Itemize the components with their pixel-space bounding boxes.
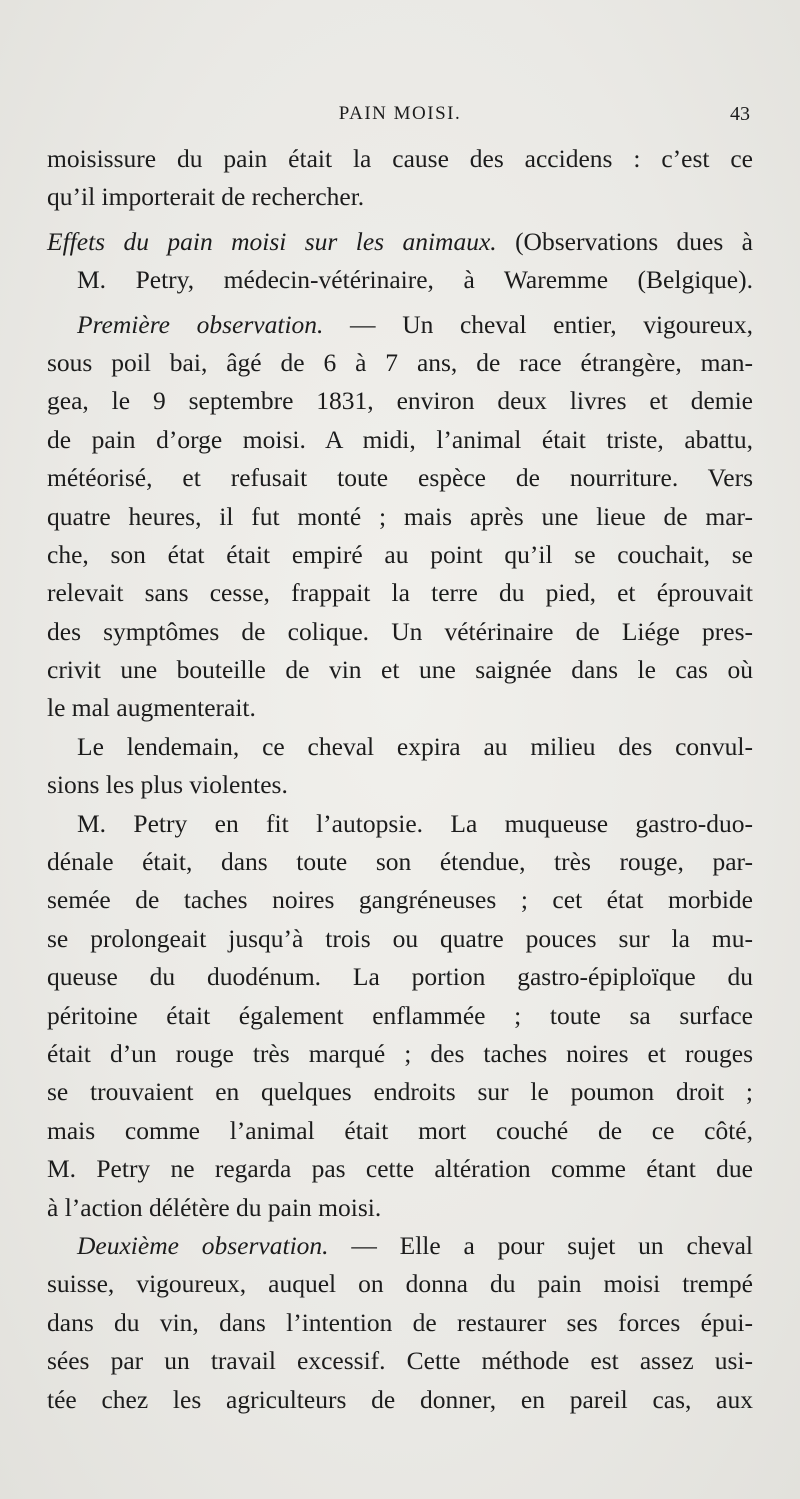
- text-fragment: — Un cheval entier, vigoureux,: [323, 309, 753, 339]
- text-line: crivit une bouteille de vin et une saignée dans le cas où: [47, 655, 753, 685]
- section-heading-line: [47, 223, 753, 261]
- text-line: M. Petry ne regarda pas cette altération comme étant due: [47, 1154, 753, 1184]
- text-line: queuse du duodénum. La portion gastro-épiploïque du: [47, 962, 753, 992]
- text-line: gea, le 9 septembre 1831, environ deux livres et demie: [47, 386, 753, 416]
- text-line: des symptômes de colique. Un vétérinaire de Liége pres-: [47, 616, 753, 646]
- text-line: dans du vin, dans l’intention de restaurer ses forces épui-: [47, 1307, 753, 1337]
- text-line: qu’il importerait de rechercher.: [47, 182, 365, 212]
- text-line: relevait sans cesse, frappait la terre du pied, et éprouvait: [47, 578, 753, 608]
- running-head: [0, 103, 800, 133]
- text-line: moisissure du pain était la cause des accidens : c’est ce: [47, 144, 753, 173]
- text-line: sous poil bai, âgé de 6 à 7 ans, de race étrangère, man-: [47, 347, 753, 377]
- text-line: mais comme l’animal était mort couché de ce côté,: [47, 1115, 753, 1145]
- text-line: semée de taches noires gangréneuses ; cet état morbide: [47, 885, 753, 915]
- observation-heading-line: [47, 306, 753, 344]
- body-text: [47, 140, 753, 1419]
- observation-heading: Deuxième observation.: [77, 1230, 329, 1260]
- text-line: à l’action délétère du pain moisi.: [47, 1192, 382, 1222]
- observation-heading-line: [47, 1227, 753, 1265]
- text-fragment: — Elle a pour sujet un cheval: [328, 1230, 754, 1260]
- text-line: che, son état était empiré au point qu’il se couchait, se: [47, 539, 753, 569]
- text-line: le mal augmenterait.: [47, 693, 256, 723]
- text-line: quatre heures, il fut monté ; mais après une lieue de mar-: [47, 501, 753, 531]
- text-line: se prolongeait jusqu’à trois ou quatre pouces sur la mu-: [47, 923, 753, 953]
- text-line: dénale était, dans toute son étendue, très rouge, par-: [47, 847, 753, 877]
- text-line: suisse, vigoureux, auquel on donna du pain moisi trempé: [47, 1269, 753, 1299]
- text-line: sions les plus violentes.: [47, 770, 288, 800]
- running-title: PAIN MOISI.: [338, 103, 462, 124]
- text-line: Le lendemain, ce cheval expira au milieu des convul-: [77, 731, 753, 761]
- text-line: tée chez les agriculteurs de donner, en pareil cas, aux: [47, 1384, 753, 1414]
- page-number: 43: [730, 103, 750, 125]
- text-line: sées par un travail excessif. Cette méthode est assez usi-: [47, 1346, 753, 1376]
- text-line: météorisé, et refusait toute espèce de nourriture. Vers: [47, 463, 753, 493]
- text-line: péritoine était également enflammée ; toute sa surface: [47, 1000, 753, 1030]
- text-line: M. Petry, médecin-vétérinaire, à Waremme (Belgique).: [77, 265, 753, 295]
- text-line: de pain d’orge moisi. A midi, l’animal était triste, abattu,: [47, 424, 753, 454]
- section-heading: Effets du pain moisi sur les animaux.: [47, 226, 497, 256]
- text-fragment: (Observations dues à: [496, 226, 753, 256]
- text-line: était d’un rouge très marqué ; des taches noires et rouges: [47, 1038, 753, 1068]
- observation-heading: Première observation.: [77, 309, 324, 339]
- text-line: M. Petry en fit l’autopsie. La muqueuse gastro-duo-: [77, 808, 753, 838]
- text-line: se trouvaient en quelques endroits sur le poumon droit ;: [47, 1077, 753, 1107]
